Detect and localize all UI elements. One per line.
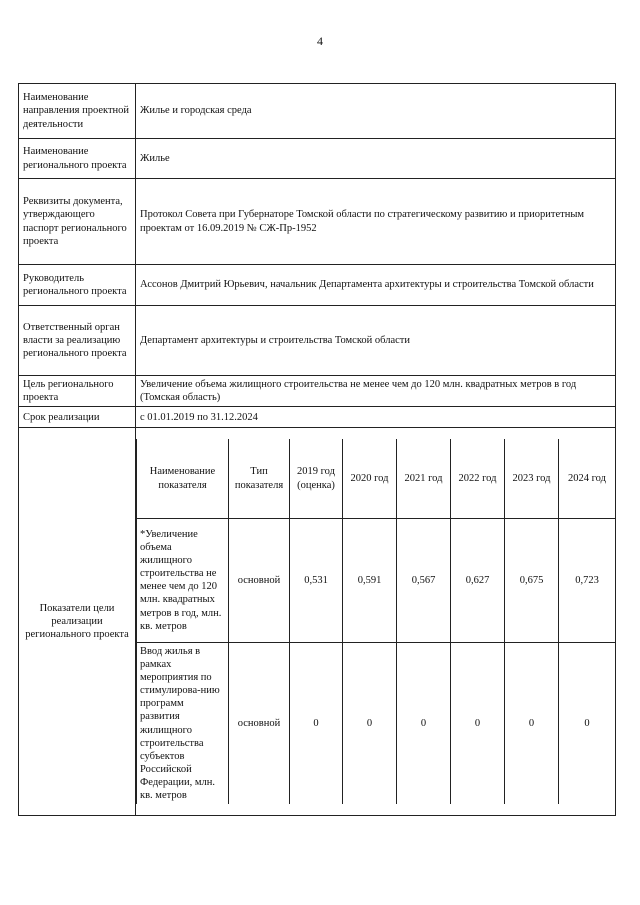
indicator-value: 0	[505, 642, 559, 804]
indicator-name: Ввод жилья в рамках мероприятия по стимулирова-нию программ развития жилищного строительства субъектов Российской Федерации, млн. кв. метров	[137, 642, 229, 804]
project-label: Наименование регионального проекта	[19, 139, 136, 179]
indicators-header-row	[137, 439, 616, 518]
header-cell: 2023 год	[505, 439, 559, 518]
row-direction	[19, 84, 616, 139]
authority-value: Департамент архитектуры и строительства Томской области	[136, 306, 616, 376]
project-passport-table	[18, 83, 616, 816]
indicator-value: 0,627	[451, 518, 505, 642]
page-number: 4	[317, 34, 323, 48]
goal-label: Цель регионального проекта	[19, 376, 136, 407]
head-label: Руководитель регионального проекта	[19, 265, 136, 306]
indicator-value: 0,567	[397, 518, 451, 642]
indicator-value: 0	[290, 642, 343, 804]
indicators-table	[136, 439, 615, 804]
row-authority	[19, 306, 616, 376]
indicators-label: Показатели цели реализации регионального проекта	[19, 428, 136, 816]
header-cell: Наименование показателя	[137, 439, 229, 518]
header-cell: 2020 год	[343, 439, 397, 518]
indicator-value: 0,591	[343, 518, 397, 642]
row-project	[19, 139, 616, 179]
direction-label: Наименование направления проектной деятельности	[19, 84, 136, 139]
document-value: Протокол Совета при Губернаторе Томской области по стратегическому развитию и приоритетным проектам от 16.09.2019 № СЖ-Пр-1952	[136, 179, 616, 265]
header-cell: 2019 год (оценка)	[290, 439, 343, 518]
header-cell: 2021 год	[397, 439, 451, 518]
project-value: Жилье	[136, 139, 616, 179]
indicator-value: 0	[559, 642, 616, 804]
indicator-row	[137, 518, 616, 642]
term-value: с 01.01.2019 по 31.12.2024	[136, 407, 616, 428]
indicator-value: 0	[397, 642, 451, 804]
indicator-type: основной	[229, 642, 290, 804]
authority-label: Ответственный орган власти за реализацию регионального проекта	[19, 306, 136, 376]
indicators-cell	[136, 428, 616, 816]
direction-value: Жилье и городская среда	[136, 84, 616, 139]
header-cell: 2024 год	[559, 439, 616, 518]
header-cell: 2022 год	[451, 439, 505, 518]
indicator-type: основной	[229, 518, 290, 642]
indicator-name: *Увеличение объема жилищного строительства не менее чем до 120 млн. квадратных метров в год, млн. кв. метров	[137, 518, 229, 642]
row-term	[19, 407, 616, 428]
row-goal	[19, 376, 616, 407]
term-label: Срок реализации	[19, 407, 136, 428]
indicator-value: 0,675	[505, 518, 559, 642]
document-label: Реквизиты документа, утверждающего паспорт регионального проекта	[19, 179, 136, 265]
row-indicators	[19, 428, 616, 816]
indicator-row	[137, 642, 616, 804]
row-document	[19, 179, 616, 265]
indicator-value: 0,531	[290, 518, 343, 642]
indicator-value: 0	[343, 642, 397, 804]
goal-value: Увеличение объема жилищного строительства не менее чем до 120 млн. квадратных метров в год (Томская область)	[136, 376, 616, 407]
header-cell: Тип показателя	[229, 439, 290, 518]
indicator-value: 0	[451, 642, 505, 804]
head-value: Ассонов Дмитрий Юрьевич, начальник Департамента архитектуры и строительства Томской области	[136, 265, 616, 306]
indicator-value: 0,723	[559, 518, 616, 642]
row-head	[19, 265, 616, 306]
